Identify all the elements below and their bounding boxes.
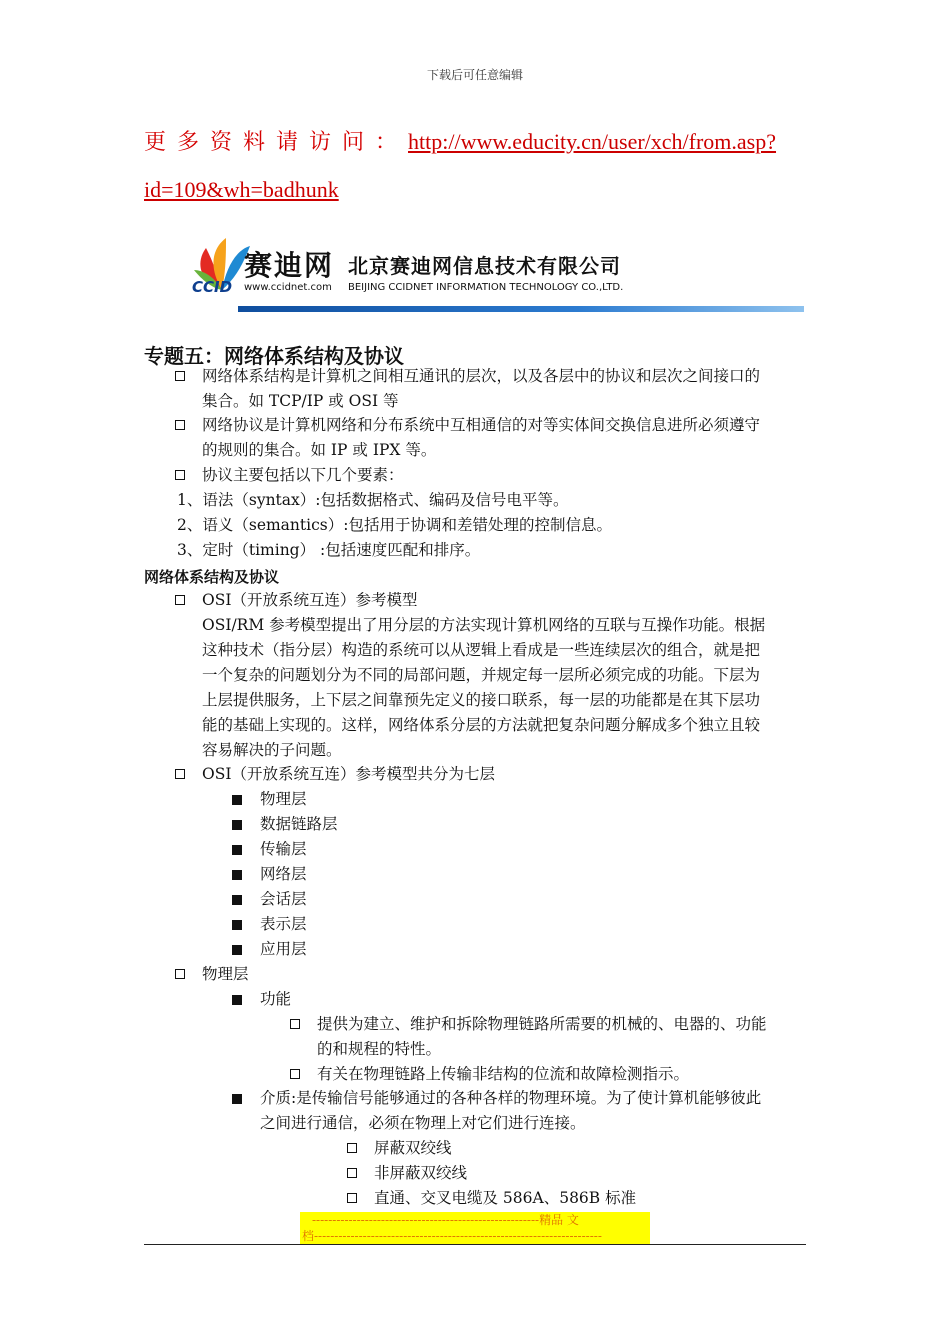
physical-title: 物理层 <box>202 965 249 983</box>
footer-rule <box>144 1244 806 1245</box>
intro-item-2-line1: 网络协议是计算机网络和分布系统中互相通信的对等实体间交换信息进所必须遵守 <box>202 416 761 434</box>
promo-link[interactable]: http://www.educity.cn/user/xch/from.asp? <box>408 129 777 154</box>
logo-divider <box>238 306 804 312</box>
intro-item-2-line2: 的规则的集合。如 IP 或 IPX 等。 <box>202 441 437 459</box>
media-item: 屏蔽双绞线 <box>374 1139 452 1157</box>
osi-paragraph-line: 上层提供服务，上下层之间靠预先定义的接口联系，每一层的功能都是在其下层功 <box>202 691 761 709</box>
checkbox-bullet-icon <box>290 1019 300 1029</box>
page-title: 专题五：网络体系结构及协议 <box>144 344 404 368</box>
layer-item: 物理层 <box>260 790 307 808</box>
square-bullet-icon <box>232 795 242 805</box>
checkbox-bullet-icon <box>290 1069 300 1079</box>
logo-mark-text: CCID <box>192 278 233 296</box>
square-bullet-icon <box>232 870 242 880</box>
osi-paragraph-line: 这种技术（指分层）构造的系统可以从逻辑上看成是一些连续层次的组合，就是把 <box>202 641 761 659</box>
layer-item: 表示层 <box>260 915 307 933</box>
media-item: 直通、交叉电缆及 586A、586B 标准 <box>374 1189 637 1207</box>
checkbox-bullet-icon <box>175 371 185 381</box>
checkbox-bullet-icon <box>347 1193 357 1203</box>
logo-company-cn: 北京赛迪网信息技术有限公司 <box>348 254 621 278</box>
layer-item: 应用层 <box>260 940 307 958</box>
ribbon-line2: 档----------------------------------------------------------------------- <box>302 1229 602 1243</box>
intro-item-1-line1: 网络体系结构是计算机之间相互通讯的层次，以及各层中的协议和层次之间接口的 <box>202 367 761 385</box>
element-timing: 3、定时（timing） :包括速度匹配和排序。 <box>177 541 481 559</box>
square-bullet-icon <box>232 945 242 955</box>
promo-line <box>144 118 776 167</box>
layer-item: 传输层 <box>260 840 307 858</box>
promo-lead: 更多资料请访问： <box>144 130 409 155</box>
osi-paragraph-line: OSI/RM 参考模型提出了用分层的方法实现计算机网络的互联与互操作功能。根据 <box>202 616 766 634</box>
ribbon-line1: --------------------------------------------------------精品 文 <box>312 1213 579 1227</box>
header-note: 下载后可任意编辑 <box>426 68 523 82</box>
square-bullet-icon <box>232 1094 242 1104</box>
function-label: 功能 <box>260 990 292 1008</box>
osi-layers-title: OSI（开放系统互连）参考模型共分为七层 <box>202 765 495 783</box>
section-heading: 网络体系结构及协议 <box>144 568 280 586</box>
checkbox-bullet-icon <box>347 1168 357 1178</box>
function-item-1-line1: 提供为建立、维护和拆除物理链路所需要的机械的、电器的、功能 <box>317 1015 767 1033</box>
logo-site: www.ccidnet.com <box>244 282 332 293</box>
medium-line2: 之间进行通信，必须在物理上对它们进行连接。 <box>260 1114 586 1132</box>
square-bullet-icon <box>232 995 242 1005</box>
checkbox-bullet-icon <box>175 969 185 979</box>
media-item: 非屏蔽双绞线 <box>374 1164 468 1182</box>
layer-item: 网络层 <box>260 865 307 883</box>
logo-company-en: BEIJING CCIDNET INFORMATION TECHNOLOGY CO.,LTD. <box>348 282 624 293</box>
osi-paragraph-line: 容易解决的子问题。 <box>202 741 342 759</box>
promo-link-continued[interactable]: id=109&wh=badhunk <box>144 177 339 202</box>
osi-title: OSI（开放系统互连）参考模型 <box>202 591 418 609</box>
square-bullet-icon <box>232 820 242 830</box>
function-item-2: 有关在物理链路上传输非结构的位流和故障检测指示。 <box>317 1065 690 1083</box>
checkbox-bullet-icon <box>347 1143 357 1153</box>
square-bullet-icon <box>232 895 242 905</box>
logo-brand: 赛迪网 <box>244 249 335 282</box>
checkbox-bullet-icon <box>175 420 185 430</box>
intro-item-1-line2: 集合。如 TCP/IP 或 OSI 等 <box>202 392 399 410</box>
intro-item-3: 协议主要包括以下几个要素： <box>202 466 404 484</box>
checkbox-bullet-icon <box>175 595 185 605</box>
element-semantics: 2、语义（semantics）:包括用于协调和差错处理的控制信息。 <box>177 516 612 534</box>
layer-item: 会话层 <box>260 890 307 908</box>
square-bullet-icon <box>232 845 242 855</box>
osi-paragraph-line: 能的基础上实现的。这样，网络体系分层的方法就把复杂问题分解成多个独立且较 <box>202 716 761 734</box>
layer-item: 数据链路层 <box>260 815 338 833</box>
company-logo <box>192 234 804 314</box>
function-item-1-line2: 的和规程的特性。 <box>317 1040 442 1058</box>
osi-paragraph-line: 一个复杂的问题划分为不同的局部问题，并规定每一层所必须完成的功能。下层为 <box>202 666 761 684</box>
square-bullet-icon <box>232 920 242 930</box>
element-syntax: 1、语法（syntax）:包括数据格式、编码及信号电平等。 <box>177 491 569 509</box>
medium-line1: 介质:是传输信号能够通过的各种各样的物理环境。为了使计算机能够彼此 <box>260 1089 762 1107</box>
checkbox-bullet-icon <box>175 470 185 480</box>
footer-ribbon <box>300 1212 650 1244</box>
checkbox-bullet-icon <box>175 769 185 779</box>
